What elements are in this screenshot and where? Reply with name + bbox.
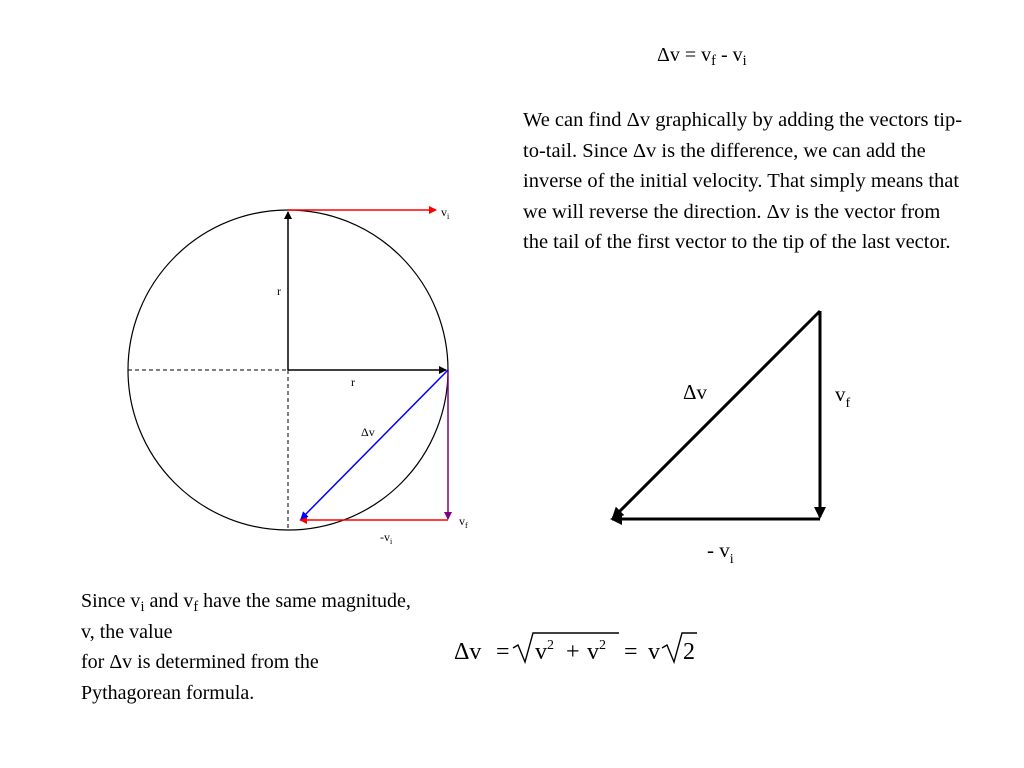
bottom-text-part3: have the same magnitude, v, the value [81,590,411,643]
header-delta-v: Δv [657,44,680,66]
circle-diagram [128,205,468,546]
pythagorean-explanation [81,586,411,708]
explanation-paragraph: We can find Δv graphically by adding the vectors tip-to-tail. Since Δv is the difference, we can add the inverse of the initial velocity. That simply means that we will reverse the direction. Δv is the vector from the tail of the first vector to the tip of the last vector. [523,109,963,253]
header-equals-vf: = v [679,44,712,66]
vi-label: $v_i$ [441,205,450,221]
delta-v-circle-label: Δv [361,425,375,439]
radius-horizontal-label: r [351,375,355,389]
formula-equals-2: = [624,639,638,665]
bottom-sub-i: i [140,599,145,616]
formula-equals-1: = [496,639,510,665]
vf-label: $v_f$ [459,514,468,530]
bottom-text-part2: and v [144,590,194,612]
neg-vi-triangle-label: - $v_i$ [707,538,734,567]
radius-vertical-label: r [277,284,281,298]
header-i-subscript: i [742,53,747,70]
formula-v-1: $v^2$ [535,638,554,665]
formula-plus: + [566,639,580,665]
bottom-text-part1: Since v [81,590,141,612]
delta-v-triangle-arrow [613,311,820,518]
formula-two: 2 [683,639,695,665]
header-f-subscript: f [711,53,716,70]
pythagorean-formula [454,633,697,665]
vf-triangle-label: $v_f$ [835,382,851,411]
bottom-sub-f: f [193,599,199,616]
bottom-text-part4: for Δv is determined from the Pythagorean formula. [81,651,319,704]
formula-v-2: $v^2$ [587,638,606,665]
delta-v-triangle-label: Δv [683,380,708,404]
triangle-diagram [612,311,851,567]
delta-v-arrow [301,370,448,519]
formula-v-3: v [648,639,660,665]
formula-delta-v: Δv [454,639,482,665]
neg-vi-label: $-v_i$ [380,530,393,546]
header-minus-vi: - v [715,44,743,66]
